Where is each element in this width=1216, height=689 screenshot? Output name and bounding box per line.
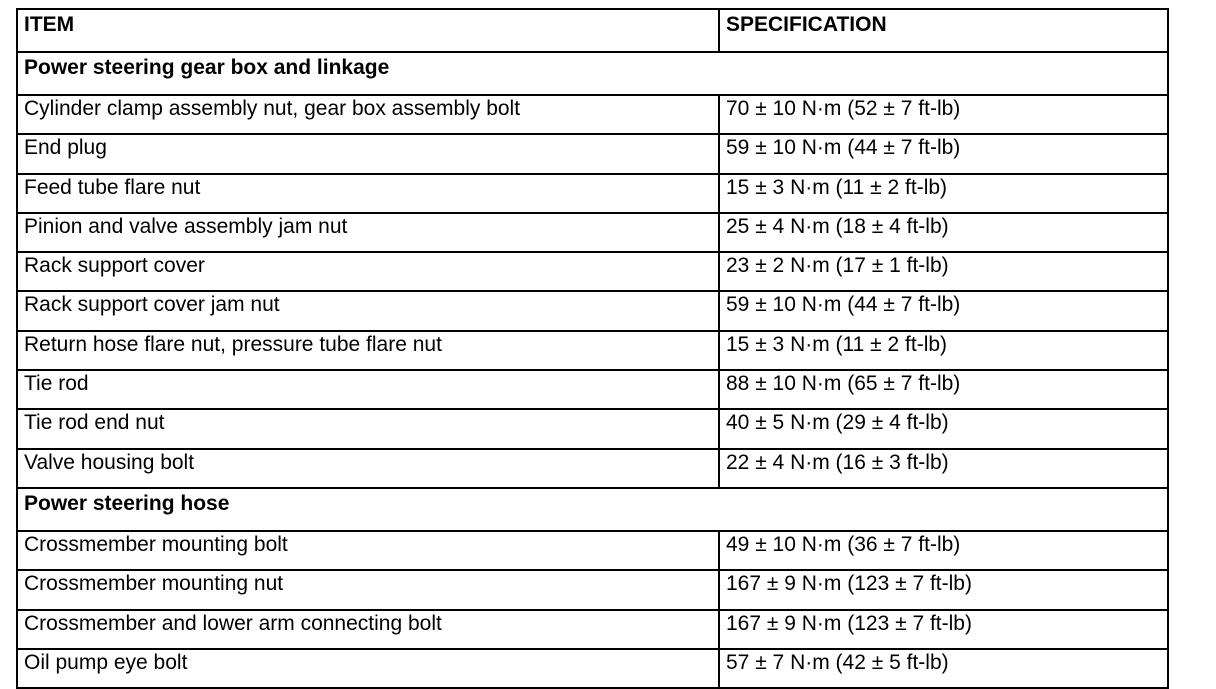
specification-cell: 59 ± 10 N·m (44 ± 7 ft-lb) bbox=[719, 134, 1168, 173]
specification-cell: 49 ± 10 N·m (36 ± 7 ft-lb) bbox=[719, 531, 1168, 570]
header-item: ITEM bbox=[17, 9, 719, 52]
table-row bbox=[17, 134, 1168, 173]
table-row bbox=[17, 531, 1168, 570]
item-cell: Rack support cover jam nut bbox=[17, 291, 719, 330]
specification-cell: 57 ± 7 N·m (42 ± 5 ft-lb) bbox=[719, 649, 1168, 688]
section-header-row bbox=[17, 488, 1168, 531]
item-cell: Pinion and valve assembly jam nut bbox=[17, 213, 719, 252]
item-cell: Return hose flare nut, pressure tube flare nut bbox=[17, 331, 719, 370]
table-row bbox=[17, 449, 1168, 488]
table-row bbox=[17, 95, 1168, 134]
specification-cell: 15 ± 3 N·m (11 ± 2 ft-lb) bbox=[719, 331, 1168, 370]
item-cell: Feed tube flare nut bbox=[17, 174, 719, 213]
specification-cell: 22 ± 4 N·m (16 ± 3 ft-lb) bbox=[719, 449, 1168, 488]
section-title: Power steering hose bbox=[17, 488, 1168, 531]
item-cell: Crossmember and lower arm connecting bolt bbox=[17, 610, 719, 649]
specification-cell: 88 ± 10 N·m (65 ± 7 ft-lb) bbox=[719, 370, 1168, 409]
item-cell: Oil pump eye bolt bbox=[17, 649, 719, 688]
table-row bbox=[17, 409, 1168, 448]
header-row bbox=[17, 9, 1168, 52]
specification-cell: 70 ± 10 N·m (52 ± 7 ft-lb) bbox=[719, 95, 1168, 134]
item-cell: Valve housing bolt bbox=[17, 449, 719, 488]
table-row bbox=[17, 174, 1168, 213]
table-row bbox=[17, 610, 1168, 649]
item-cell: Cylinder clamp assembly nut, gear box assembly bolt bbox=[17, 95, 719, 134]
specification-cell: 15 ± 3 N·m (11 ± 2 ft-lb) bbox=[719, 174, 1168, 213]
item-cell: End plug bbox=[17, 134, 719, 173]
specification-cell: 167 ± 9 N·m (123 ± 7 ft-lb) bbox=[719, 610, 1168, 649]
item-cell: Crossmember mounting nut bbox=[17, 570, 719, 609]
table-row bbox=[17, 252, 1168, 291]
table-row bbox=[17, 331, 1168, 370]
table-header bbox=[17, 9, 1168, 52]
table-row bbox=[17, 291, 1168, 330]
item-cell: Tie rod bbox=[17, 370, 719, 409]
torque-spec-table bbox=[16, 8, 1169, 689]
item-cell: Tie rod end nut bbox=[17, 409, 719, 448]
specification-cell: 40 ± 5 N·m (29 ± 4 ft-lb) bbox=[719, 409, 1168, 448]
section-title: Power steering gear box and linkage bbox=[17, 52, 1168, 95]
table-row bbox=[17, 649, 1168, 688]
header-specification: SPECIFICATION bbox=[719, 9, 1168, 52]
table-row bbox=[17, 213, 1168, 252]
specification-cell: 25 ± 4 N·m (18 ± 4 ft-lb) bbox=[719, 213, 1168, 252]
specification-cell: 23 ± 2 N·m (17 ± 1 ft-lb) bbox=[719, 252, 1168, 291]
specification-cell: 59 ± 10 N·m (44 ± 7 ft-lb) bbox=[719, 291, 1168, 330]
table-row bbox=[17, 570, 1168, 609]
item-cell: Crossmember mounting bolt bbox=[17, 531, 719, 570]
specification-cell: 167 ± 9 N·m (123 ± 7 ft-lb) bbox=[719, 570, 1168, 609]
item-cell: Rack support cover bbox=[17, 252, 719, 291]
table-row bbox=[17, 370, 1168, 409]
table-body bbox=[17, 52, 1168, 688]
section-header-row bbox=[17, 52, 1168, 95]
